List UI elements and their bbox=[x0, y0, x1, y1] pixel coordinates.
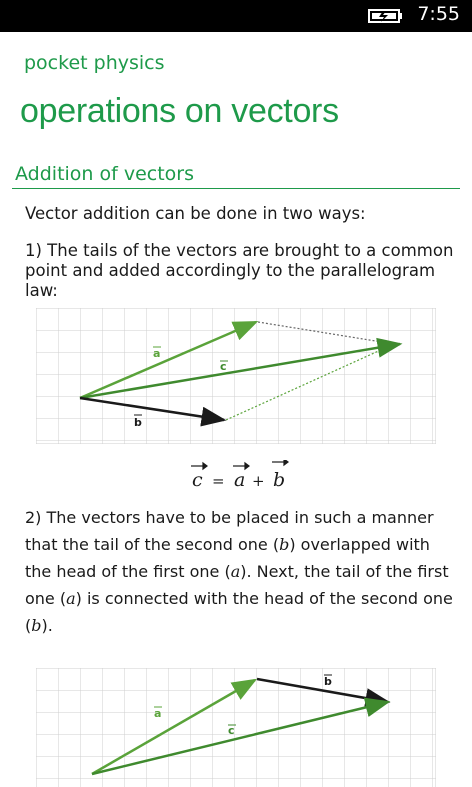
label-a-2: a bbox=[154, 707, 162, 720]
app-name: pocket physics bbox=[24, 52, 165, 74]
inline-vector-b-2: b bbox=[31, 616, 42, 635]
formula-b: b bbox=[273, 469, 286, 491]
label-a: a bbox=[153, 347, 161, 360]
battery-charging-icon bbox=[368, 7, 404, 25]
formula-equals: = bbox=[212, 472, 225, 490]
inline-vector-a-2: a bbox=[66, 589, 76, 608]
formula-c: c bbox=[192, 469, 203, 491]
method2-text-5: ). bbox=[41, 616, 53, 635]
method2-text-4: ) is connected with the head of the second one ( bbox=[25, 589, 453, 635]
intro-paragraph: Vector addition can be done in two ways: bbox=[25, 204, 366, 223]
method2-text-1: 2) The vectors have to be placed in such a manner that the tail of the second one ( bbox=[25, 508, 434, 554]
method2-text-2: ) overlapped with the head of the first one ( bbox=[25, 535, 430, 581]
parallelogram-diagram bbox=[36, 308, 436, 444]
triangle-method-diagram bbox=[36, 668, 436, 787]
label-c: c bbox=[220, 360, 227, 373]
grid-background bbox=[36, 308, 436, 444]
status-time: 7:55 bbox=[417, 3, 460, 25]
section-divider bbox=[12, 188, 460, 189]
label-c-2: c bbox=[228, 724, 235, 737]
section-header-addition: Addition of vectors bbox=[15, 163, 195, 185]
method1-paragraph: 1) The tails of the vectors are brought to a common point and added accordingly to the parallelogram law: bbox=[25, 241, 454, 300]
method2-paragraph bbox=[25, 504, 455, 639]
inline-vector-a: a bbox=[230, 562, 241, 581]
status-bar bbox=[0, 0, 472, 32]
page-title: operations on vectors bbox=[20, 92, 339, 130]
formula-a: a bbox=[234, 469, 246, 491]
addition-formula bbox=[180, 460, 300, 492]
label-b: b bbox=[134, 416, 142, 429]
grid-background-2 bbox=[36, 668, 436, 787]
method2-text-3: ). Next, the tail of the first one ( bbox=[25, 562, 449, 608]
inline-vector-b: b bbox=[279, 535, 290, 554]
formula-plus: + bbox=[252, 472, 265, 490]
label-b-2: b bbox=[324, 675, 332, 688]
